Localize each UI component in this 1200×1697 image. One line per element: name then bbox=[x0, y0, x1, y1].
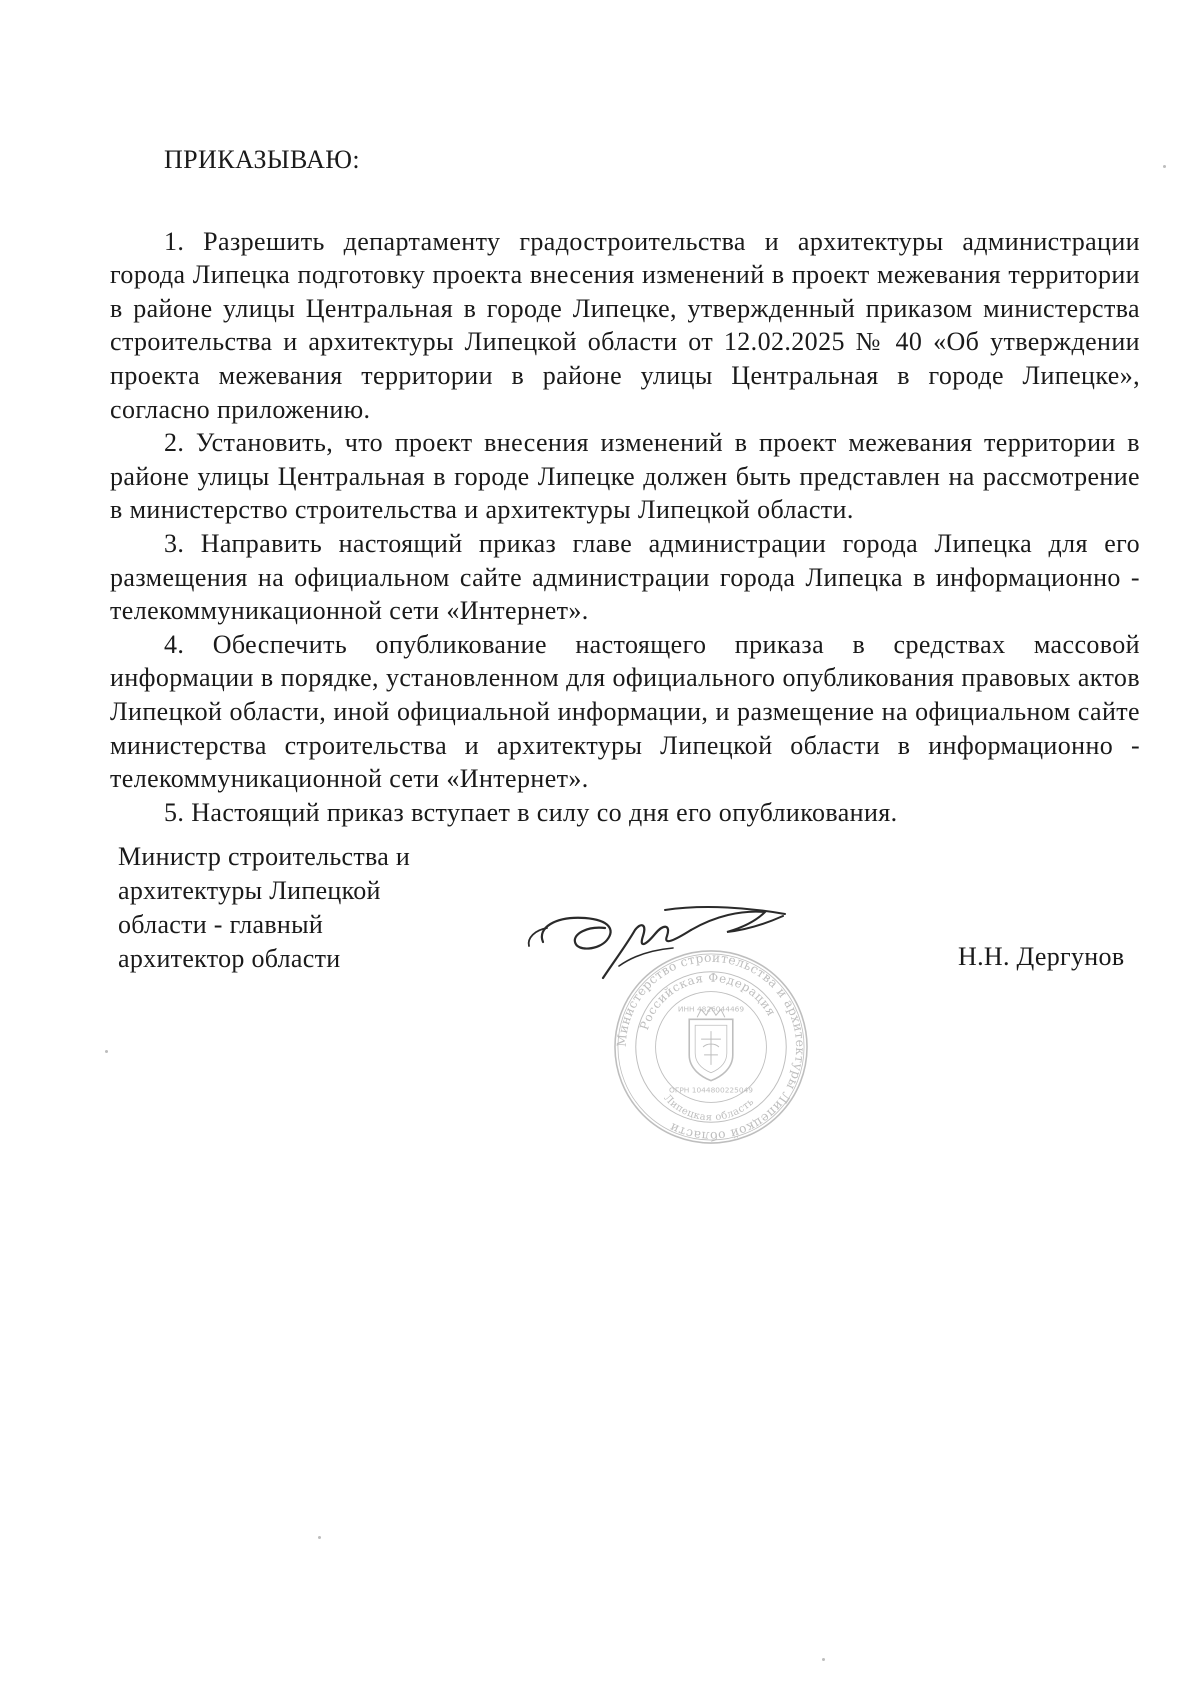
position-line: области - главный bbox=[118, 910, 324, 939]
svg-text:Липецкая область bbox=[661, 1093, 756, 1124]
seal-inn: ИНН 4826044469 bbox=[677, 1004, 745, 1014]
scan-speck bbox=[318, 1536, 321, 1539]
order-item-4: 4. Обеспечить опубликование настоящего приказа в средствах массовой информации в порядке, установленном для официального опубликования правовых актов Липецкой области, иной официальной информации, и размещение на официальном сайте министерства строительства и архитектуры Липецкой области в информационно - телекоммуникационной сети «Интернет». bbox=[110, 629, 1140, 794]
position-line: архитектуры Липецкой bbox=[118, 876, 381, 905]
order-item-5: 5. Настоящий приказ вступает в силу со дня его опубликования. bbox=[164, 797, 898, 827]
order-item-3: 3. Направить настоящий приказ главе администрации города Липецка для его размещения на официальном сайте администрации города Липецка в информационно - телекоммуникационной сети «Интернет». bbox=[110, 528, 1140, 626]
order-heading: ПРИКАЗЫВАЮ: bbox=[164, 145, 361, 174]
seal-inner-text: Российская Федерация bbox=[637, 970, 779, 1032]
seal-outer-text: Министерство строительства и архитектуры Липецкой области bbox=[614, 950, 808, 1144]
official-seal bbox=[612, 948, 810, 1146]
document-body bbox=[110, 143, 1140, 829]
order-item-1: 1. Разрешить департаменту градостроительства и архитектуры администрации города Липецка подготовку проекта внесения изменений в проект межевания территории в районе улицы Центральная в городе Липецке, утвержденный приказом министерства строительства и архитектуры Липецкой области от 12.02.2025 № 40 «Об утверждении проекта межевания территории в районе улицы Центральная в городе Липецке», согласно приложению. bbox=[110, 226, 1140, 424]
coat-of-arms-icon bbox=[689, 1007, 733, 1080]
signatory-position bbox=[118, 840, 448, 976]
scan-speck bbox=[1163, 165, 1166, 168]
seal-ogrn: ОГРН 1044800225049 bbox=[669, 1085, 753, 1095]
signatory-name: Н.Н. Дергунов bbox=[958, 942, 1125, 971]
scan-speck bbox=[822, 1658, 825, 1661]
seal-bottom-text: Липецкая область bbox=[661, 1092, 757, 1124]
position-line: архитектор области bbox=[118, 944, 341, 973]
position-line: Министр строительства и bbox=[118, 842, 411, 871]
scan-speck bbox=[105, 1050, 108, 1053]
order-item-2: 2. Установить, что проект внесения изменений в проект межевания территории в районе улицы Центральная в городе Липецке должен быть представлен на рассмотрение в министерство строительства и архитектуры Липецкой области. bbox=[110, 428, 1140, 525]
